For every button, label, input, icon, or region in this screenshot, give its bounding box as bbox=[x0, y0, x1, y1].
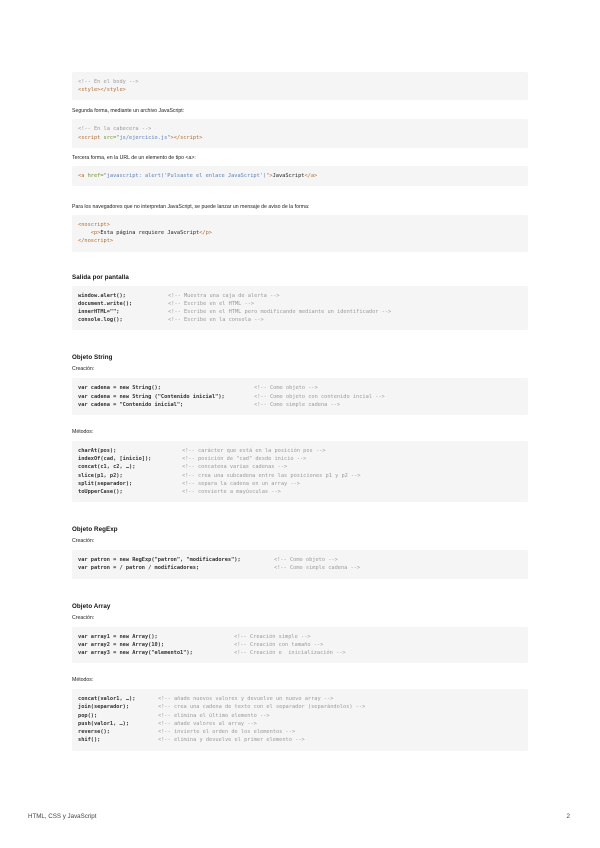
code-line bbox=[78, 695, 520, 703]
code-line bbox=[78, 728, 520, 736]
code-line bbox=[78, 455, 520, 463]
code-line bbox=[78, 480, 520, 488]
paragraph: Tercera forma, en la URL de un elemento de tipo <a>: bbox=[72, 154, 196, 161]
code-comment: <!-- posición de "cad" desde inicio --> bbox=[182, 456, 307, 463]
code-comment: <!-- elimina el último elemento --> bbox=[158, 712, 270, 719]
code-block-regexp-creacion bbox=[72, 550, 528, 578]
code-statement: join(separador); bbox=[78, 704, 130, 711]
code-line bbox=[78, 736, 520, 744]
code-block-string-metodos bbox=[72, 441, 528, 502]
code-statement: reverse(); bbox=[78, 729, 110, 736]
subheading-creacion: Creación: bbox=[72, 614, 95, 621]
code-tag: <a bbox=[78, 172, 85, 179]
code-statement: document.write(); bbox=[78, 300, 133, 307]
section-heading-string: Objeto String bbox=[72, 354, 113, 362]
code-line bbox=[78, 703, 520, 711]
code-line bbox=[78, 564, 520, 572]
code-text: JavaScript bbox=[272, 172, 305, 179]
code-comment: <!-- crea una cadena de texto con el separador (separándolos) --> bbox=[158, 704, 366, 711]
subheading-creacion: Creación: bbox=[72, 366, 95, 373]
code-block-array-creacion bbox=[72, 627, 528, 664]
code-comment: <!-- En el body --> bbox=[78, 79, 139, 85]
code-comment: <!-- Como simple cadena --> bbox=[254, 401, 341, 408]
code-comment: <!-- Creación con tamaño --> bbox=[234, 641, 324, 648]
code-statement: var patron = new RegExp("patron", "modificadores"); bbox=[78, 557, 241, 564]
code-comment: <!-- Creación simple --> bbox=[234, 633, 311, 640]
code-statement: split(separador); bbox=[78, 480, 133, 487]
code-comment: <!-- Escribe en el HTML --> bbox=[168, 300, 255, 307]
code-block-script bbox=[72, 119, 528, 147]
code-comment: <!-- convierte a mayúsculas --> bbox=[182, 489, 281, 496]
code-statement: pop(); bbox=[78, 712, 98, 719]
code-tag: </p> bbox=[199, 230, 212, 237]
code-comment: <!-- Muestra una caja de alerta --> bbox=[168, 292, 280, 299]
code-attr: href= bbox=[84, 172, 104, 179]
code-line bbox=[78, 649, 520, 657]
code-tag: <style> bbox=[78, 87, 101, 94]
code-comment: <!-- Creación e inicialización --> bbox=[234, 650, 346, 657]
code-string: "js/ejercicio.js" bbox=[116, 134, 171, 141]
code-block-noscript bbox=[72, 215, 528, 252]
code-tag: </noscript> bbox=[78, 238, 114, 245]
code-tag: script> bbox=[180, 134, 203, 141]
code-line bbox=[78, 292, 520, 300]
code-comment: <!-- Como objeto --> bbox=[254, 385, 318, 392]
subheading-creacion: Creación: bbox=[72, 538, 95, 545]
code-block-salida bbox=[72, 286, 528, 331]
code-line bbox=[78, 633, 520, 641]
code-tag: > bbox=[269, 172, 273, 179]
code-statement: var cadena = new String ("Contenido inicial"); bbox=[78, 393, 225, 400]
code-attr: src= bbox=[100, 134, 117, 141]
code-statement: var cadena = new String(); bbox=[78, 385, 161, 392]
subheading-metodos: Métodos: bbox=[72, 677, 94, 684]
code-comment: <!-- Como simple cadena --> bbox=[274, 565, 361, 572]
code-line bbox=[78, 308, 520, 316]
code-statement: var patron = / patron / modificadores; bbox=[78, 565, 200, 572]
code-comment: <!-- invierte el orden de los elementos --> bbox=[158, 729, 296, 736]
code-statement: innerHTML=""; bbox=[78, 309, 120, 316]
code-statement: concat(valor1, …); bbox=[78, 696, 136, 703]
code-comment: <!-- En la cabecera --> bbox=[78, 126, 152, 133]
code-statement: console.log(); bbox=[78, 317, 123, 324]
code-line bbox=[78, 384, 520, 392]
code-line bbox=[78, 720, 520, 728]
code-tag: ></ bbox=[170, 134, 181, 141]
code-comment: <!-- Como objeto con contenido incial --> bbox=[254, 393, 385, 400]
code-line bbox=[78, 463, 520, 471]
code-comment: <!-- carácter que está en la posición pos --> bbox=[182, 448, 326, 455]
code-tag: </style> bbox=[100, 87, 126, 94]
code-tag: </a> bbox=[304, 172, 318, 179]
code-statement: shif(); bbox=[78, 737, 101, 744]
code-line bbox=[78, 401, 520, 409]
code-line bbox=[78, 641, 520, 649]
code-statement: push(valor1, …); bbox=[78, 720, 130, 727]
code-comment: <!-- añade valores al array --> bbox=[158, 720, 257, 727]
code-line bbox=[78, 316, 520, 324]
code-string: "javascript: alert('Pulsaste el enlace JavaScript')" bbox=[103, 172, 270, 179]
code-line bbox=[78, 556, 520, 564]
document-page bbox=[72, 72, 528, 751]
code-line bbox=[78, 712, 520, 720]
code-block-style bbox=[72, 72, 528, 100]
code-line bbox=[78, 393, 520, 401]
code-tag: <script bbox=[78, 134, 101, 141]
code-comment: <!-- añade nuevos valores y devuelve un nuevo array --> bbox=[158, 696, 334, 703]
subheading-metodos: Métodos: bbox=[72, 429, 94, 436]
code-statement: charAt(pos); bbox=[78, 448, 117, 455]
code-line bbox=[78, 488, 520, 496]
code-comment: <!-- crea una subcadena entre las posiciones p1 y p2 --> bbox=[182, 472, 361, 479]
paragraph: Para los navegadores que no interpretan JavaScript, se puede lanzar un mensaje de aviso de la forma: bbox=[72, 204, 310, 211]
code-line bbox=[78, 300, 520, 308]
code-block-string-creacion bbox=[72, 378, 528, 415]
code-statement: toUpperCase(); bbox=[78, 489, 123, 496]
section-heading-salida: Salida por pantalla bbox=[72, 273, 129, 281]
code-comment: <!-- elimina y devuelve el primer elemento --> bbox=[158, 737, 305, 744]
code-line bbox=[78, 472, 520, 480]
code-statement: indexOf(cad, [inicio]); bbox=[78, 456, 152, 463]
code-line bbox=[78, 447, 520, 455]
code-comment: <!-- separa la cadena en un array --> bbox=[182, 480, 300, 487]
code-statement: concat(c1, c2, …); bbox=[78, 464, 136, 471]
code-comment: <!-- concatena varias cadenas --> bbox=[182, 464, 288, 471]
code-statement: var array3 = new Array("elemento1"); bbox=[78, 650, 193, 657]
code-statement: var array2 = new Array(10); bbox=[78, 641, 165, 648]
code-block-anchor bbox=[72, 166, 528, 186]
paragraph: Segunda forma, mediante un archivo JavaScript: bbox=[72, 108, 185, 115]
footer-title: HTML, CSS y JavaScript bbox=[28, 813, 97, 820]
code-block-array-metodos bbox=[72, 689, 528, 750]
code-tag: <p> bbox=[90, 230, 101, 237]
code-comment: <!-- Escribe en el HTML pero modificando mediante un identificador --> bbox=[168, 309, 392, 316]
code-statement: var cadena = "Contenido inicial"; bbox=[78, 401, 184, 408]
page-number: 2 bbox=[566, 813, 570, 820]
section-heading-regexp: Objeto RegExp bbox=[72, 526, 118, 534]
code-comment: <!-- Escribe en la consola --> bbox=[168, 317, 264, 324]
code-statement: slice(p1, p2); bbox=[78, 472, 123, 479]
section-heading-array: Objeto Array bbox=[72, 602, 111, 610]
code-statement: var array1 = new Array(); bbox=[78, 633, 158, 640]
code-tag: <noscript> bbox=[78, 222, 110, 229]
code-statement: window.alert(); bbox=[78, 292, 126, 299]
code-text: Esta página requiere JavaScript bbox=[100, 230, 200, 237]
code-comment: <!-- Como objeto --> bbox=[274, 557, 338, 564]
